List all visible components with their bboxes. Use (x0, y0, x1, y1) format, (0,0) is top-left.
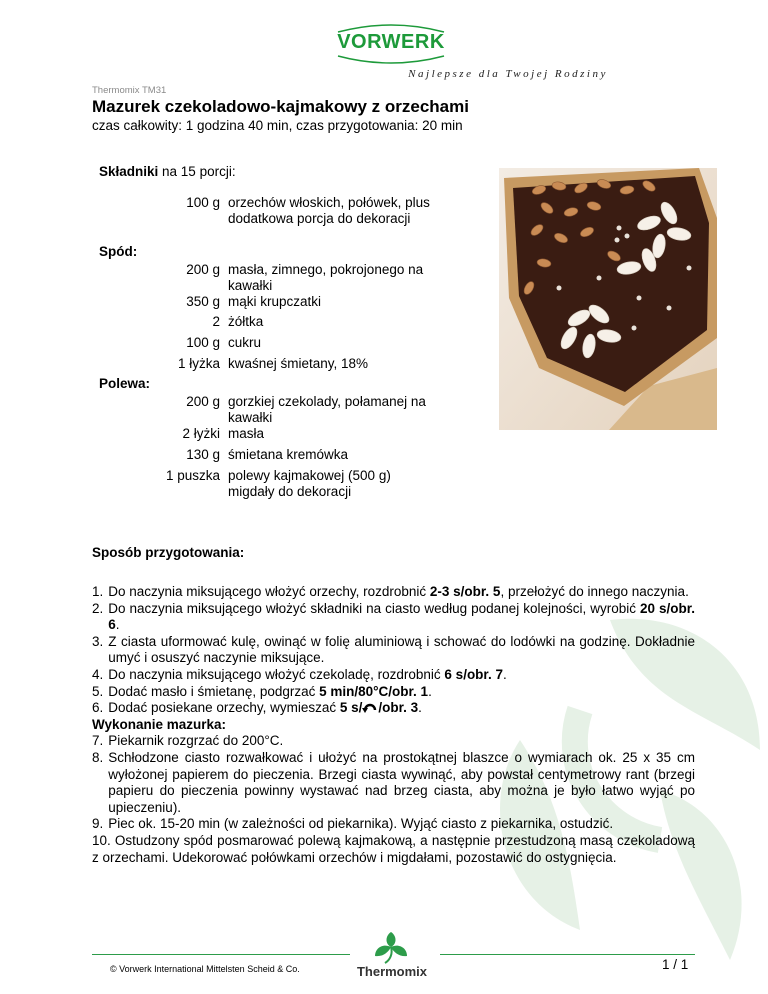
ingredient-text: masła, zimnego, pokrojonego na kawałki (228, 262, 424, 293)
ingredient-qty: 200 g (186, 262, 220, 277)
method-step: 6. Dodać posiekane orzechy, wymieszać 5 s/ /obr. 3. (92, 700, 422, 716)
method-step: 4. Do naczynia miksującego włożyć czekoladę, rozdrobnić 6 s/obr. 7. (92, 666, 507, 682)
ingredient-qty: 350 g (186, 294, 220, 309)
method-heading: Sposób przygotowania: (92, 545, 245, 560)
ingredient-qty: 100 g (186, 195, 220, 210)
copyright: © Vorwerk International Mittelsten Scheid & Co. (110, 964, 300, 974)
footer-divider (92, 954, 350, 955)
page-number: 1 / 1 (662, 957, 689, 972)
method-steps (92, 584, 695, 866)
ingredient-text: cukru (228, 335, 262, 350)
vorwerk-logo (332, 22, 450, 66)
footer-divider (440, 954, 695, 955)
method-step: 2. Do naczynia miksującego włożyć składniki na ciasto według podanej kolejności, wyrobić 20 s/obr. 6. (92, 600, 696, 633)
assembly-heading: Wykonanie mazurka: (92, 716, 227, 732)
reverse-rotation-icon (362, 701, 378, 713)
tagline: Najlepsze dla Twojej Rodziny (408, 68, 608, 80)
ingredient-text: polewy kajmakowej (500 g) (228, 468, 391, 483)
thermomix-wordmark: Thermomix (356, 964, 428, 979)
ingredient-qty: 2 (212, 314, 220, 329)
ingredient-text: gorzkiej czekolady, połamanej na kawałki (228, 394, 426, 425)
ingredient-text: mąki krupczatki (228, 294, 322, 309)
ingredient-text: masła (228, 426, 265, 441)
ingredient-text: kwaśnej śmietany, 18% (228, 356, 369, 371)
thermomix-logo-icon (371, 930, 411, 964)
ingredients-heading: Składniki na 15 porcji: (99, 164, 236, 179)
method-step: 10. Ostudzony spód posmarować polewą kajmakową, a następnie przestudzoną masą czekoladową z orzechami. Udekorować połówkami orzechów i migdałami, pozostawić do ostygnięcia. (92, 832, 695, 865)
ingredient-qty: 100 g (186, 335, 220, 350)
method-step: 3. Z ciasta uformować kulę, owinąć w folię aluminiową i schować do lodówki na godzinę. Dokładnie umyć i osuszyć naczynie miksujące. (92, 633, 695, 666)
ingredient-qty: 1 puszka (165, 468, 220, 483)
ingredient-text: orzechów włoskich, połówek, plus dodatkowa porcja do dekoracji (228, 195, 430, 226)
ingredient-qty: 2 łyżki (182, 426, 220, 441)
method-step: 9. Piec ok. 15-20 min (w zależności od piekarnika). Wyjąć ciasto z piekarnika, ostudzić. (92, 816, 614, 832)
ingredient-qty: 200 g (186, 394, 220, 409)
method-step: 8. Schłodzone ciasto rozwałkować i ułożyć na prostokątnej blaszce o wymiarach ok. 25 x 35 cm wyłożonej papierem do pieczenia. Brzegi ciasta wywinąć, aby powstał centymetrowy rant (brzegi papieru do pieczenia powinny wystawać nad brzeg ciasta, aby można je było łatwo wyjąć po upieczeniu). (92, 749, 695, 815)
mazurek-photo (499, 168, 717, 430)
section-polewa: Polewa: (99, 376, 151, 391)
recipe-subtitle: czas całkowity: 1 godzina 40 min, czas przygotowania: 20 min (92, 118, 463, 133)
ingredient-qty: 1 łyżka (177, 356, 220, 371)
ingredient-text: migdały do dekoracji (228, 484, 352, 499)
method-step: 7. Piekarnik rozgrzać do 200°C. (92, 733, 284, 749)
ingredient-text: śmietana kremówka (228, 447, 349, 462)
recipe-title: Mazurek czekoladowo-kajmakowy z orzechami (92, 97, 469, 116)
ingredient-qty: 130 g (186, 447, 220, 462)
method-step: 1. Do naczynia miksującego włożyć orzechy, rozdrobnić 2-3 s/obr. 5, przełożyć do innego naczynia. (92, 584, 689, 599)
method-step: 5. Dodać masło i śmietanę, podgrzać 5 min/80°C/obr. 1. (92, 683, 432, 699)
ingredient-text: żółtka (228, 314, 264, 329)
section-spod: Spód: (99, 244, 138, 259)
brand-name: VORWERK (337, 31, 445, 53)
product-label: Thermomix TM31 (92, 85, 167, 96)
